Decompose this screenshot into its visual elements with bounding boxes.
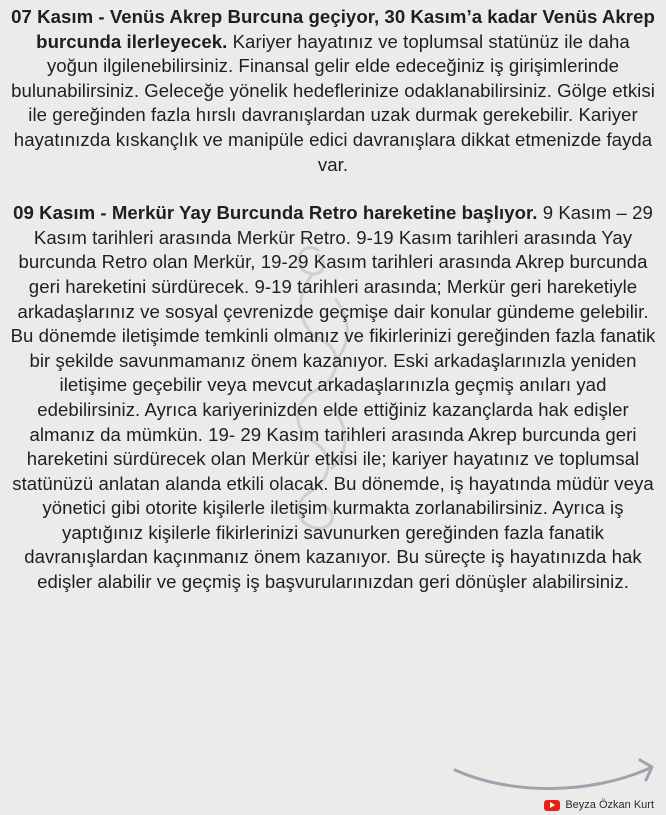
paragraph-venus	[10, 5, 656, 177]
author-name: Beyza Özkan Kurt	[565, 799, 654, 811]
youtube-icon	[544, 800, 560, 811]
author-credit	[544, 799, 654, 811]
paragraph-venus-heading: 07 Kasım - Venüs Akrep Burcuna geçiyor, 30 Kasım’a kadar Venüs Akrep burcunda ilerleyecek.	[11, 6, 655, 52]
paragraph-venus-text: Kariyer hayatınız ve toplumsal statünüz ile daha yoğun ilgilenebilirsiniz. Finansal gelir elde edeceğiniz iş girişimlerinde bulunabilirsiniz. Geleceğe yönelik hedeflerinize odaklanabilirsiniz. Gölge etkisi ile gereğinden fazla hırslı davranışlardan uzak durmak gerekebilir. Kariyer hayatınızda kıskançlık ve manipüle edici davranışlara dikkat etmenizde fayda var.	[11, 30, 655, 175]
paragraph-mercury-text: 9 Kasım – 29 Kasım tarihleri arasında Merkür Retro. 9-19 Kasım tarihleri arasında Yay burcunda Retro olan Merkür, 19-29 Kasım tarihleri arasında Akrep burcunda geri hareketini sürdürecek. 9-19 tarihleri arasında; Merkür geri hareketiyle arkadaşlarınız ve sosyal çevrenizde geçmişe dair konular gündeme gelebilir. Bu dönemde iletişimde temkinli olmanız ve fikirlerinizi gereğinden fazla fanatik bir şekilde savunmamanız önem kazanıyor. Eski arkadaşlarınızla yeniden iletişime geçebilir veya mevcut arkadaşlarınızla geçmiş anıları yad edebilirsiniz. Ayrıca kariyerinizden elde ettiğiniz kazançlarda hak edişler almanız da mümkün. 19- 29 Kasım tarihleri arasında Akrep burcunda geri hareketini sürdürecek olan Merkür etkisi ile; kariyer hayatınız ve toplumsal statünüzü anlatan alanda etkili olacak. Bu dönemde, iş hayatında müdür veya yönetici gibi otorite kişilerle iletişim kurmakta zorlanabilirsiniz. Ayrıca iş yaptığınız kişilerle fikirlerinizi savunurken gereğinden fazla fanatik davranışlardan kaçınmanız önem kazanıyor. Bu süreçte iş hayatınızda hak edişler alabilir ve geçmiş iş başvurularınızdan geri dönüşler alabilirsiniz.	[10, 202, 656, 593]
paragraph-mercury	[10, 201, 656, 595]
paragraph-mercury-heading: 09 Kasım - Merkür Yay Burcunda Retro hareketine başlıyor.	[13, 202, 538, 224]
